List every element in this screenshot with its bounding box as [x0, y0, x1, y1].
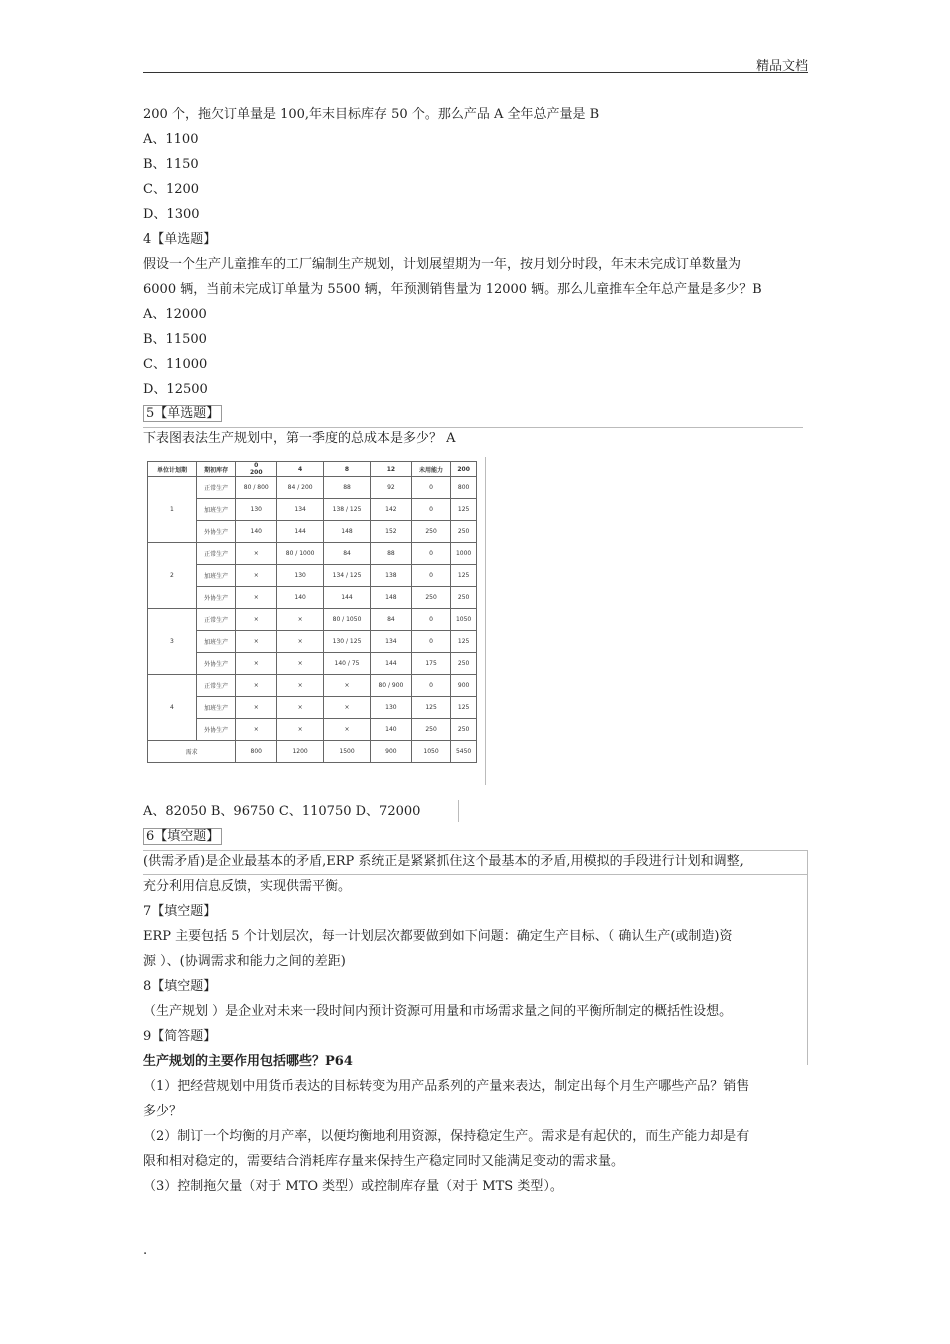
q4-stem-line2: 6000 辆，当前未完成订单量为 5500 辆，年预测销售量为 12000 辆。那么儿童推车全年总产量是多少？B	[143, 282, 762, 297]
cost-cell: ×	[236, 565, 277, 587]
cost-cell: 92	[370, 477, 411, 499]
period-cell: 3	[148, 609, 197, 675]
cost-cell: ×	[277, 631, 324, 653]
q4-option-a: A、12000	[143, 307, 207, 322]
cost-cell: 142	[370, 499, 411, 521]
th-unused-capacity: 未用能力	[411, 462, 450, 477]
q9-answer2-line2: 限和相对稳定的，需要结合消耗库存量来保持生产稳定同时又能满足变动的需求量。	[143, 1154, 625, 1169]
total-capacity-cell: 900	[451, 675, 477, 697]
cost-cell: 130	[236, 499, 277, 521]
table-row	[148, 587, 477, 609]
cost-cell: ×	[277, 653, 324, 675]
init-inventory-value: 200	[249, 469, 263, 476]
q3-stem: 200 个，拖欠订单量是 100,年末目标库存 50 个。那么产品 A 全年总产量是 B	[143, 107, 600, 122]
q3-option-d: D、1300	[143, 207, 200, 222]
unused-capacity-cell: 0	[411, 477, 450, 499]
cost-cell: ×	[236, 653, 277, 675]
q5-options: A、82050 B、96750 C、110750 D、72000	[143, 804, 421, 819]
cost-cell: 138 / 125	[324, 499, 371, 521]
q4-stem-line1: 假设一个生产儿童推车的工厂编制生产规划，计划展望期为一年，按月划分时段，年末未完成订单数量为	[143, 257, 742, 272]
cost-cell: 130 / 125	[324, 631, 371, 653]
q5-stem: 下表图表法生产规划中，第一季度的总成本是多少？ A	[143, 431, 456, 446]
cost-cell: ×	[277, 609, 324, 631]
cost-cell: 140	[236, 521, 277, 543]
total-capacity-cell: 125	[451, 499, 477, 521]
q3-option-c: C、1200	[143, 182, 200, 197]
cost-cell: 80 / 800	[236, 477, 277, 499]
production-type-cell: 加班生产	[196, 499, 235, 521]
production-plan-table	[147, 461, 477, 763]
th-init-inventory: 期初库存	[196, 462, 235, 477]
table-row	[148, 521, 477, 543]
cost-cell: ×	[324, 675, 371, 697]
table-row	[148, 719, 477, 741]
cost-cell: 88	[324, 477, 371, 499]
production-type-cell: 外协生产	[196, 653, 235, 675]
demand-label: 需求	[148, 741, 236, 763]
unused-capacity-cell: 250	[411, 587, 450, 609]
unused-capacity-cell: 250	[411, 521, 450, 543]
cost-cell: 140 / 75	[324, 653, 371, 675]
q6-line2: 充分利用信息反馈，实现供需平衡。	[143, 879, 352, 894]
cost-cell: ×	[236, 543, 277, 565]
unused-capacity-cell: 250	[411, 719, 450, 741]
table-row	[148, 477, 477, 499]
total-capacity-cell: 1050	[451, 609, 477, 631]
th-period: 单位计划期	[148, 462, 197, 477]
cost-cell: 134 / 125	[324, 565, 371, 587]
total-capacity-cell: 125	[451, 631, 477, 653]
unused-capacity-cell: 0	[411, 499, 450, 521]
cost-cell: 80 / 1050	[324, 609, 371, 631]
cost-cell: ×	[236, 631, 277, 653]
production-type-cell: 外协生产	[196, 587, 235, 609]
cost-cell: 130	[277, 565, 324, 587]
unused-capacity-cell: 125	[411, 697, 450, 719]
unused-capacity-cell: 0	[411, 609, 450, 631]
period-cell: 4	[148, 675, 197, 741]
q9-answer2-line1: （2）制订一个均衡的月产率，以便均衡地利用资源，保持稳定生产。需求是有起伏的，而生产能力却是有	[143, 1129, 750, 1144]
table-row	[148, 499, 477, 521]
q8-line1: （生产规划 ）是企业对未来一段时间内预计资源可用量和市场需求量之间的平衡所制定的概括性设想。	[143, 1004, 733, 1019]
total-capacity-cell: 250	[451, 521, 477, 543]
cost-cell: ×	[236, 675, 277, 697]
cost-cell: 152	[370, 521, 411, 543]
period-cell: 1	[148, 477, 197, 543]
cost-cell: 144	[277, 521, 324, 543]
q4-option-d: D、12500	[143, 382, 208, 397]
cost-cell: ×	[324, 719, 371, 741]
production-type-cell: 正常生产	[196, 609, 235, 631]
q3-option-a: A、1100	[143, 132, 199, 147]
th-col-0	[236, 462, 277, 477]
th-col-4: 4	[277, 462, 324, 477]
q4-option-c: C、11000	[143, 357, 208, 372]
cost-cell: 134	[277, 499, 324, 521]
q9-answer1-line1: （1）把经营规划中用货币表达的目标转变为用产品系列的产量来表达，制定出每个月生产哪些产品？销售	[143, 1079, 750, 1094]
cost-cell: ×	[277, 719, 324, 741]
production-plan-table-image	[143, 457, 486, 785]
q4-title: 4【单选题】	[143, 232, 217, 247]
cost-cell: 144	[324, 587, 371, 609]
production-type-cell: 正常生产	[196, 675, 235, 697]
total-capacity-cell: 125	[451, 565, 477, 587]
table-row	[148, 697, 477, 719]
cost-cell: 84 / 200	[277, 477, 324, 499]
q6-title	[143, 828, 222, 846]
header-title: 精品文档	[755, 59, 808, 74]
cost-cell: ×	[236, 719, 277, 741]
demand-value: 5450	[451, 741, 477, 763]
th-total: 200	[451, 462, 477, 477]
demand-value: 1500	[324, 741, 371, 763]
cost-cell: 134	[370, 631, 411, 653]
q7-line1: ERP 主要包括 5 个计划层次，每一计划层次都要做到如下问题：确定生产目标、（ 确认生产(或制造)资	[143, 929, 733, 944]
q9-answer3-line1: （3）控制拖欠量（对于 MTO 类型）或控制库存量（对于 MTS 类型）。	[143, 1179, 563, 1194]
q4-option-b: B、11500	[143, 332, 207, 347]
q7-line2: 源 ）、(协调需求和能力之间的差距)	[143, 954, 346, 969]
unused-capacity-cell: 0	[411, 543, 450, 565]
q6-title-text: 6【填空题】	[143, 828, 222, 845]
production-type-cell: 加班生产	[196, 565, 235, 587]
footer-dot: .	[143, 1243, 148, 1258]
cost-cell: 84	[324, 543, 371, 565]
q9-title: 9【简答题】	[143, 1029, 217, 1044]
cost-cell: 148	[324, 521, 371, 543]
production-type-cell: 正常生产	[196, 543, 235, 565]
demand-value: 1200	[277, 741, 324, 763]
table-row	[148, 631, 477, 653]
cost-cell: 138	[370, 565, 411, 587]
cost-cell: ×	[277, 697, 324, 719]
q7-title: 7【填空题】	[143, 904, 217, 919]
unused-capacity-cell: 0	[411, 565, 450, 587]
table-row	[148, 675, 477, 697]
cost-cell: 88	[370, 543, 411, 565]
unused-capacity-cell: 0	[411, 631, 450, 653]
q6-line1: (供需矛盾)是企业最基本的矛盾,ERP 系统正是紧紧抓住这个最基本的矛盾,用模拟的手段进行计划和调整,	[143, 854, 744, 869]
production-type-cell: 正常生产	[196, 477, 235, 499]
demand-value: 900	[370, 741, 411, 763]
cost-cell: 140	[277, 587, 324, 609]
cost-cell: ×	[236, 609, 277, 631]
cost-cell: 140	[370, 719, 411, 741]
cost-cell: ×	[324, 697, 371, 719]
total-capacity-cell: 250	[451, 587, 477, 609]
total-capacity-cell: 250	[451, 719, 477, 741]
unused-capacity-cell: 0	[411, 675, 450, 697]
cost-cell: ×	[236, 587, 277, 609]
production-type-cell: 加班生产	[196, 631, 235, 653]
total-capacity-cell: 125	[451, 697, 477, 719]
table-row	[148, 609, 477, 631]
q5-title-text: 5【单选题】	[143, 405, 222, 422]
th-col-12: 12	[370, 462, 411, 477]
production-type-cell: 外协生产	[196, 521, 235, 543]
cost-cell: 144	[370, 653, 411, 675]
period-cell: 2	[148, 543, 197, 609]
table-row	[148, 543, 477, 565]
cost-cell: ×	[277, 675, 324, 697]
total-capacity-cell: 250	[451, 653, 477, 675]
q9-answer1-line2: 多少？	[143, 1104, 183, 1119]
production-type-cell: 外协生产	[196, 719, 235, 741]
q9-question: 生产规划的主要作用包括哪些？P64	[143, 1054, 353, 1069]
cost-cell: 80 / 1000	[277, 543, 324, 565]
page-header	[143, 52, 808, 73]
th-col-0-text: 0	[254, 462, 259, 469]
th-col-8: 8	[324, 462, 371, 477]
q5-title	[143, 405, 222, 423]
cost-cell: ×	[236, 697, 277, 719]
table-row	[148, 653, 477, 675]
q3-option-b: B、1150	[143, 157, 199, 172]
cost-cell: 130	[370, 697, 411, 719]
total-capacity-cell: 1000	[451, 543, 477, 565]
demand-value: 1050	[411, 741, 450, 763]
table-row	[148, 565, 477, 587]
production-type-cell: 加班生产	[196, 697, 235, 719]
total-capacity-cell: 800	[451, 477, 477, 499]
cost-cell: 148	[370, 587, 411, 609]
cost-cell: 80 / 900	[370, 675, 411, 697]
cost-cell: 84	[370, 609, 411, 631]
demand-value: 800	[236, 741, 277, 763]
unused-capacity-cell: 175	[411, 653, 450, 675]
q8-title: 8【填空题】	[143, 979, 217, 994]
